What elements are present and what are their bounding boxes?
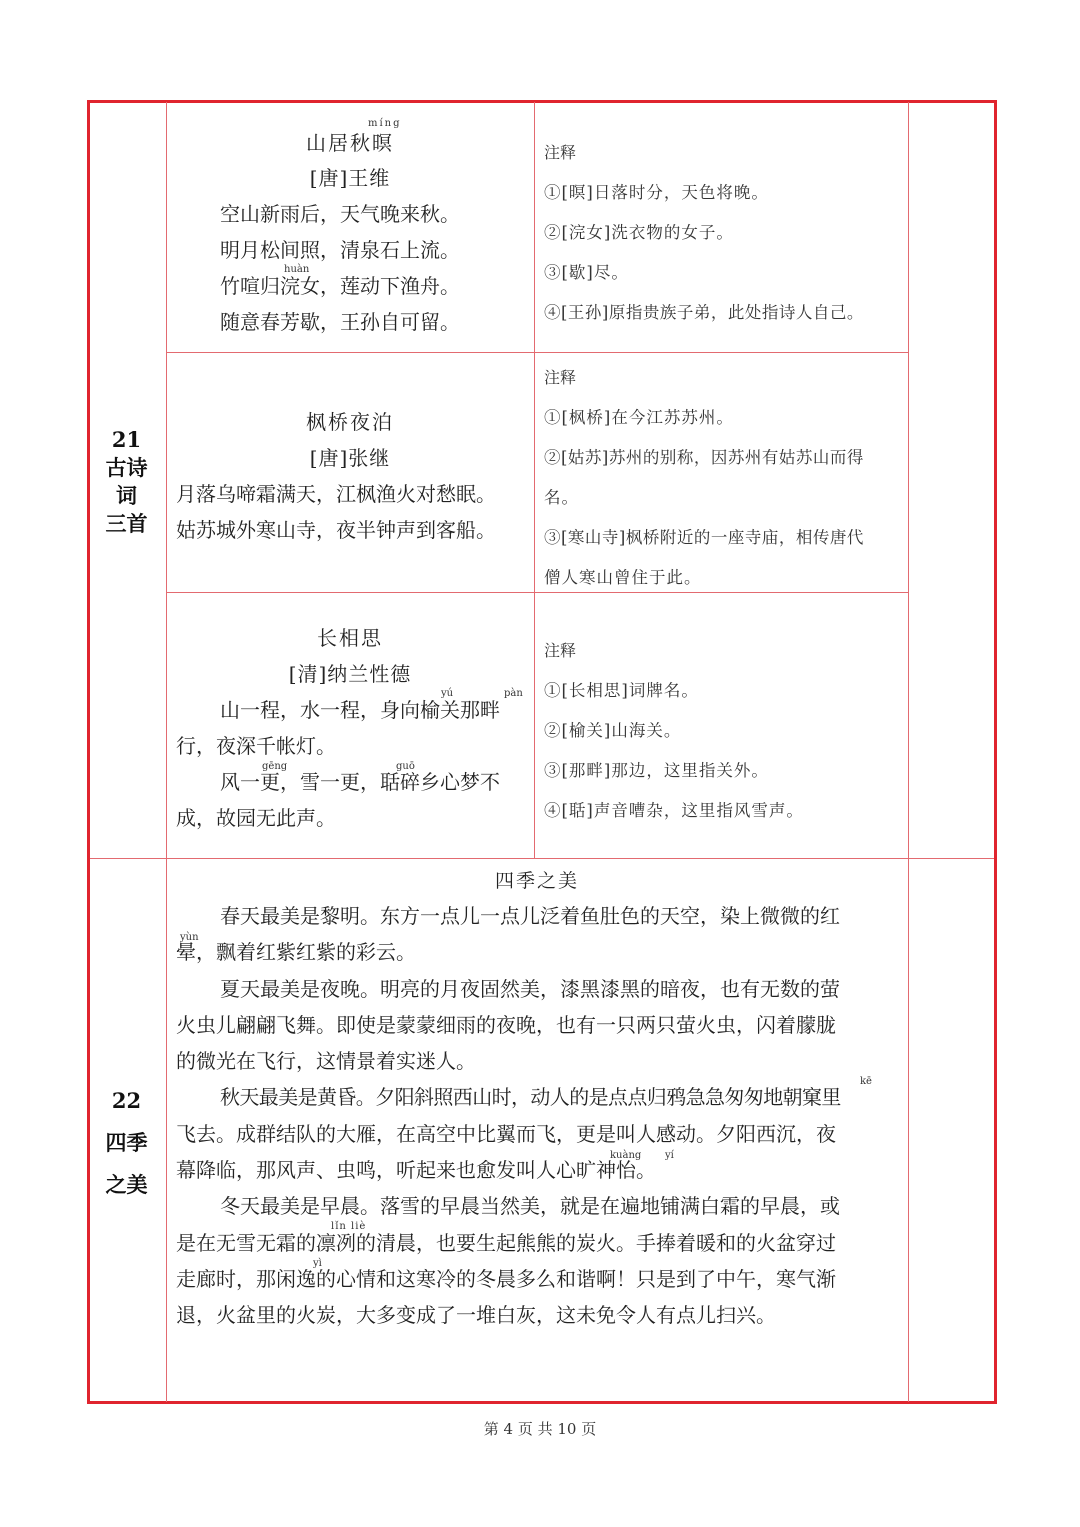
lesson-22-label [87,1080,166,1206]
pinyin-yun: yùn [180,932,199,943]
pinyin-ming: míng [368,118,402,129]
poem-line: 姑苏城外寒山寺，夜半钟声到客船。 [176,518,496,542]
pinyin-pan: pàn [504,688,523,699]
essay-line: 冬天最美是早晨。落雪的早晨当然美，就是在遍地铺满白霜的早晨，或 [220,1194,840,1219]
poem-fengqiao-yebo [166,404,534,548]
poem-author: [唐]王维 [309,166,391,190]
lesson-21-label [87,426,166,538]
pinyin-geng: gēng [262,761,288,772]
note-item: ①[枫桥]在今江苏苏州。 [544,408,734,427]
poem-line: 行，夜深千帐灯。 [176,734,336,758]
pinyin-linlie: lǐn liè [331,1221,367,1232]
poem-title: 枫桥夜泊 [306,410,394,434]
note-item: 名。 [544,488,579,507]
poem-line: 风一更，雪一更，聒碎乡心梦不 [220,770,500,794]
note-item: ②[浣女]洗衣物的女子。 [544,223,734,242]
lesson-name-line: 古诗 [105,455,148,480]
note-item: ③[寒山寺]枫桥附近的一座寺庙，相传唐代 [544,528,864,547]
poem-author: [唐]张继 [309,446,391,470]
column-divider-right [908,102,909,1402]
poem-title: 长相思 [317,626,383,650]
pinyin-kuang: kuàng [610,1150,642,1161]
notes-heading: 注释 [544,368,577,387]
note-item: 僧人寒山曾住于此。 [544,568,702,587]
essay-line: 夏天最美是夜晚。明亮的月夜固然美，漆黑漆黑的暗夜，也有无数的萤 [220,976,840,1001]
pinyin-ke: kē [860,1076,872,1087]
poem-author: [清]纳兰性德 [288,662,412,686]
lesson-name-line: 三首 [105,511,148,536]
poem-line: 竹喧归浣女，莲动下渔舟。 [220,274,460,298]
essay-line: 退，火盆里的火炭，大多变成了一堆白灰，这未免令人有点儿扫兴。 [176,1303,776,1328]
poem-shanju-qiuming [166,126,534,340]
notes-poem2 [544,365,906,605]
note-item: ①[长相思]词牌名。 [544,681,699,700]
essay-line: 走廊时，那闲逸的心情和这寒冷的冬晨多么和谐啊！只是到了中午，寒气渐 [176,1266,836,1291]
page-number-footer: 第 4 页 共 10 页 [483,1420,597,1438]
poem-line: 山一程，水一程，身向榆关那畔 [220,698,500,722]
pinyin-yi2: yì [313,1258,322,1269]
pinyin-yi: yí [665,1150,674,1161]
essay-line: 是在无雪无霜的凛冽的清晨，也要生起熊熊的炭火。手捧着暖和的火盆穿过 [176,1230,836,1255]
poem-line: 随意春芳歇，王孙自可留。 [220,310,460,334]
row-divider-poem1 [166,352,908,353]
note-item: ④[王孙]原指贵族子弟，此处指诗人自己。 [544,303,864,322]
essay-line: 春天最美是黎明。东方一点儿一点儿泛着鱼肚色的天空，染上微微的红 [220,904,840,928]
row-divider-lesson22 [90,858,994,859]
note-item: ①[暝]日落时分，天色将晚。 [544,183,769,202]
lesson-name-line: 词 [116,483,137,508]
note-item: ③[歇]尽。 [544,263,629,282]
essay-line: 的微光在飞行，这情景着实迷人。 [176,1049,476,1074]
note-item: ③[那畔]那边，这里指关外。 [544,761,769,780]
essay-title: 四季之美 [494,870,579,892]
notes-heading: 注释 [544,641,577,660]
poem-line: 明月松间照，清泉石上流。 [220,238,460,262]
poem-changxiangsi [166,620,534,836]
essay-line: 幕降临，那风声、虫鸣，听起来也愈发叫人心旷神怡。 [176,1158,656,1183]
essay-line: 秋天最美是黄昏。夕阳斜照西山时，动人的是点点归鸦急急匆匆地朝窠里 [220,1085,841,1110]
lesson-name-line: 四季 [105,1130,148,1155]
poem-line: 成，故园无此声。 [176,806,336,830]
essay-body [176,898,900,1334]
essay-line: 飞去。成群结队的大雁，在高空中比翼而飞，更是叫人感动。夕阳西沉，夜 [176,1121,836,1146]
notes-poem3 [544,638,906,838]
column-divider-notes [534,102,535,858]
note-item: ②[姑苏]苏州的别称，因苏州有姑苏山而得 [544,448,864,467]
poem-title: 山居秋暝 [306,131,394,155]
lesson-number: 21 [111,427,142,452]
poem-line: 空山新雨后，天气晚来秋。 [220,202,460,226]
notes-poem1 [544,140,906,340]
essay-line: 晕，飘着红紫红紫的彩云。 [176,940,416,965]
note-item: ④[聒]声音嘈杂，这里指风雪声。 [544,801,804,820]
lesson-number: 22 [111,1088,142,1113]
lesson-name-line: 之美 [105,1172,148,1197]
poem-line: 月落乌啼霜满天，江枫渔火对愁眠。 [176,482,496,506]
notes-heading: 注释 [544,143,577,162]
pinyin-guo: guō [396,761,415,772]
pinyin-yu: yú [441,688,454,699]
note-item: ②[榆关]山海关。 [544,721,682,740]
pinyin-huan: huàn [284,264,310,275]
essay-line: 火虫儿翩翩飞舞。即使是蒙蒙细雨的夜晚，也有一只两只萤火虫，闪着朦胧 [176,1012,836,1037]
